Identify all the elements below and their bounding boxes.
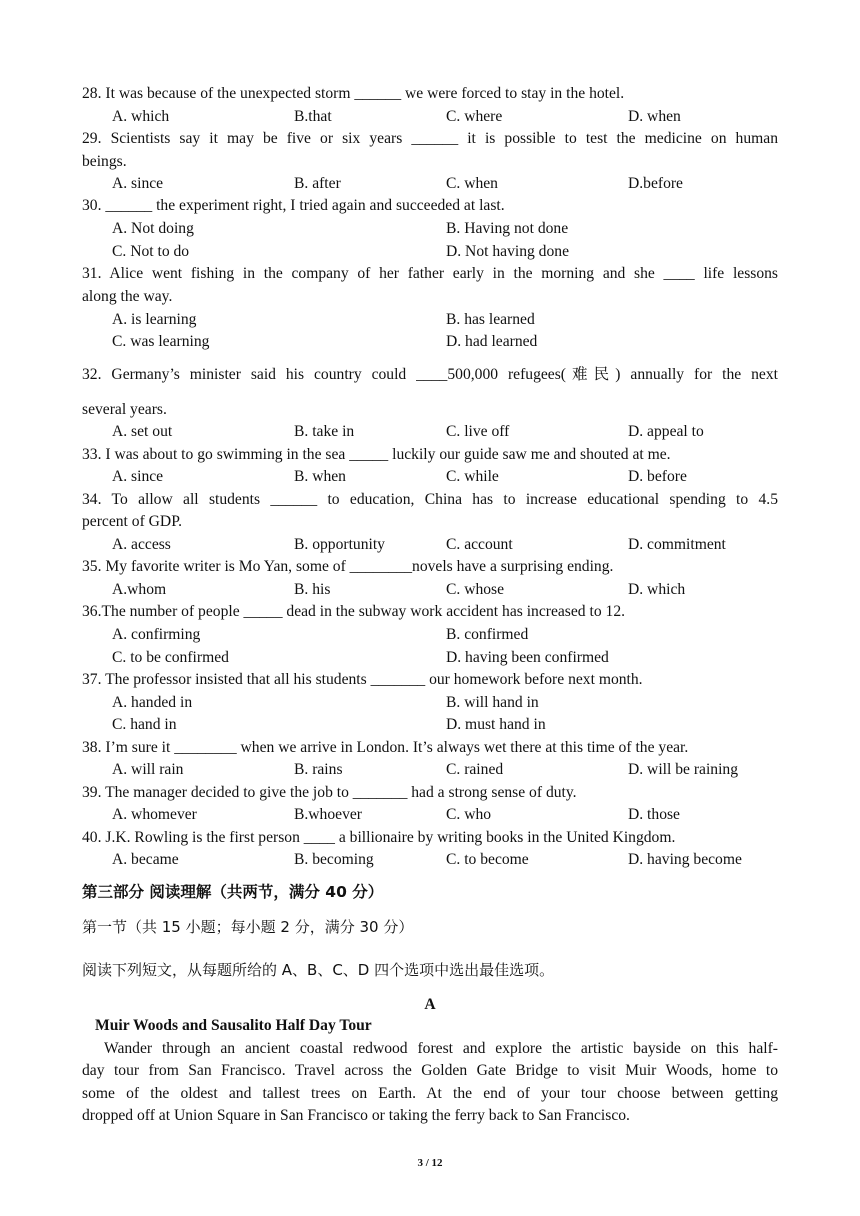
q32-option-c: C. live off	[446, 423, 510, 440]
q29-option-a: A. since	[112, 175, 164, 192]
q38-option-d: D. will be raining	[628, 761, 739, 778]
q35-option-c: C. whose	[446, 581, 505, 598]
q39-option-d: D. those	[628, 806, 680, 823]
q31-option-a: A. is learning	[112, 311, 197, 328]
q38-option-b: B. rains	[294, 761, 343, 778]
question-36-stem: 36.The number of people _____ dead in the subway work accident has increased to 12.	[82, 603, 626, 620]
q36-option-d: D. having been confirmed	[446, 649, 609, 666]
q34-option-b: B. opportunity	[294, 536, 385, 553]
q29-option-d: D.before	[628, 175, 683, 192]
question-29-stem: 29. Scientists say it may be five or six years ______ it is possible to test the medicine on human	[82, 130, 778, 147]
page-number: 3 / 12	[417, 1157, 443, 1169]
part3-heading: 第三部分 阅读理解（共两节，满分 40 分）	[82, 883, 384, 901]
q39-option-b: B.whoever	[294, 806, 362, 823]
q30-option-a: A. Not doing	[112, 220, 194, 237]
question-29-stem-cont: beings.	[82, 153, 127, 170]
question-37-stem: 37. The professor insisted that all his students _______ our homework before next month.	[82, 671, 643, 688]
question-39-stem: 39. The manager decided to give the job to _______ had a strong sense of duty.	[82, 784, 577, 801]
q34-option-c: C. account	[446, 536, 513, 553]
q30-option-d: D. Not having done	[446, 243, 569, 260]
question-31-stem: 31. Alice went fishing in the company of her father early in the morning and she ____ life lessons	[82, 265, 778, 282]
q33-option-c: C. while	[446, 468, 499, 485]
passage-letter: A	[424, 996, 436, 1013]
reading-instruction: 阅读下列短文，从每题所给的 A、B、C、D 四个选项中选出最佳选项。	[82, 961, 555, 979]
passage-line-3: some of the oldest and tallest trees on Earth. At the end of your tour choose between getting	[82, 1085, 778, 1102]
q28-option-a: A. which	[112, 108, 170, 125]
q35-option-d: D. which	[628, 581, 686, 598]
passage-line-4: dropped off at Union Square in San Francisco or taking the ferry back to San Francisco.	[82, 1107, 630, 1124]
q32-option-a: A. set out	[112, 423, 173, 440]
q38-option-c: C. rained	[446, 761, 504, 778]
q36-option-a: A. confirming	[112, 626, 201, 643]
question-32-stem-cont: several years.	[82, 401, 167, 418]
question-35-stem: 35. My favorite writer is Mo Yan, some of ________novels have a surprising ending.	[82, 558, 614, 575]
q28-option-b: B.that	[294, 108, 332, 125]
q32-option-b: B. take in	[294, 423, 355, 440]
question-40-stem: 40. J.K. Rowling is the first person ____ a billionaire by writing books in the United Kingdom.	[82, 829, 676, 846]
q29-option-b: B. after	[294, 175, 341, 192]
question-30-stem: 30. ______ the experiment right, I tried again and succeeded at last.	[82, 197, 505, 214]
passage-line-1: Wander through an ancient coastal redwood forest and explore the artistic bayside on this half-	[104, 1040, 778, 1057]
question-33-stem: 33. I was about to go swimming in the sea _____ luckily our guide saw me and shouted at me.	[82, 446, 671, 463]
q28-option-d: D. when	[628, 108, 681, 125]
q31-option-c: C. was learning	[112, 333, 210, 350]
question-38-stem: 38. I’m sure it ________ when we arrive in London. It’s always wet there at this time of the year.	[82, 739, 689, 756]
q31-option-b: B. has learned	[446, 311, 535, 328]
q38-option-a: A. will rain	[112, 761, 184, 778]
q37-option-d: D. must hand in	[446, 716, 546, 733]
q35-option-b: B. his	[294, 581, 331, 598]
section1-heading: 第一节（共 15 小题；每小题 2 分，满分 30 分）	[82, 918, 414, 936]
question-28-stem: 28. It was because of the unexpected storm ______ we were forced to stay in the hotel.	[82, 85, 625, 102]
q34-option-a: A. access	[112, 536, 171, 553]
q40-option-d: D. having become	[628, 851, 742, 868]
q36-option-c: C. to be confirmed	[112, 649, 229, 666]
passage-line-2: day tour from San Francisco. Travel across the Golden Gate Bridge to visit Muir Woods, home to	[82, 1062, 778, 1079]
question-34-stem-cont: percent of GDP.	[82, 513, 183, 530]
q35-option-a: A.whom	[112, 581, 167, 598]
question-34-stem: 34. To allow all students ______ to education, China has to increase educational spending to 4.5	[82, 491, 778, 508]
q33-option-b: B. when	[294, 468, 346, 485]
question-31-stem-cont: along the way.	[82, 288, 173, 305]
passage-title: Muir Woods and Sausalito Half Day Tour	[95, 1017, 372, 1034]
q30-option-b: B. Having not done	[446, 220, 569, 237]
q36-option-b: B. confirmed	[446, 626, 529, 643]
q37-option-a: A. handed in	[112, 694, 193, 711]
q39-option-a: A. whomever	[112, 806, 197, 823]
q40-option-a: A. became	[112, 851, 179, 868]
question-32-stem: 32. Germany’s minister said his country could ____500,000 refugees(难民) annually for the next	[82, 366, 778, 383]
q40-option-b: B. becoming	[294, 851, 374, 868]
q37-option-c: C. hand in	[112, 716, 177, 733]
q33-option-d: D. before	[628, 468, 687, 485]
q29-option-c: C. when	[446, 175, 498, 192]
q34-option-d: D. commitment	[628, 536, 726, 553]
q28-option-c: C. where	[446, 108, 503, 125]
q40-option-c: C. to become	[446, 851, 529, 868]
q37-option-b: B. will hand in	[446, 694, 539, 711]
q30-option-c: C. Not to do	[112, 243, 190, 260]
q39-option-c: C. who	[446, 806, 492, 823]
q31-option-d: D. had learned	[446, 333, 538, 350]
q33-option-a: A. since	[112, 468, 164, 485]
q32-option-d: D. appeal to	[628, 423, 704, 440]
